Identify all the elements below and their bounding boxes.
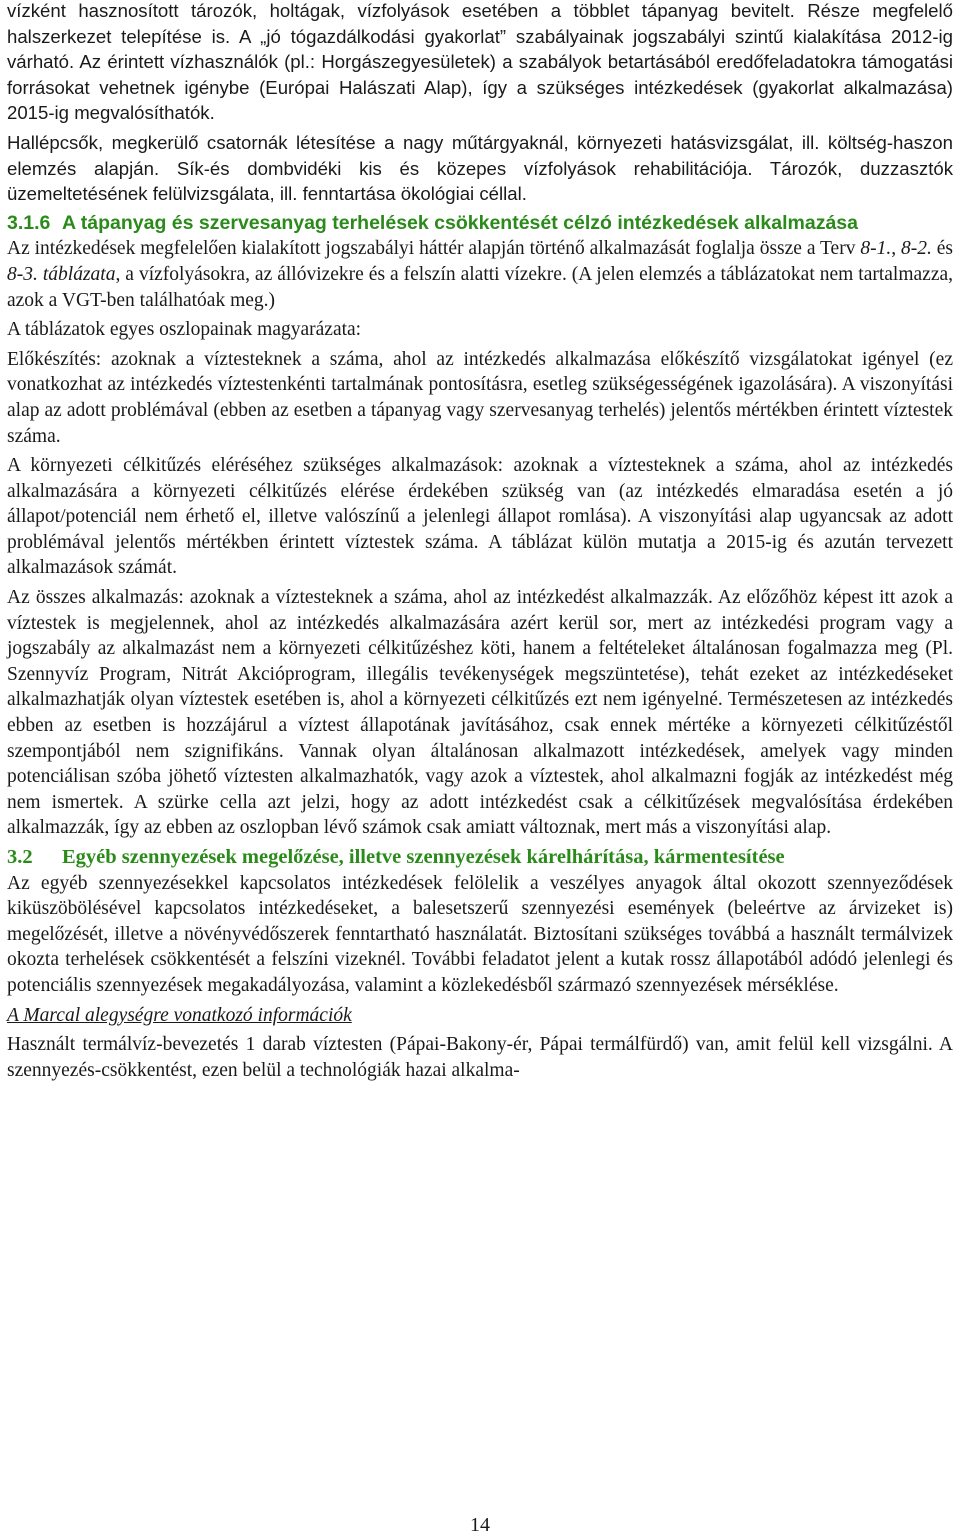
section-heading-3-2	[7, 845, 953, 871]
table-word: táblázata	[42, 263, 116, 285]
text-run: , a vízfolyásokra, az állóvizekre és a felszín alatti vízekre. (A jelen elemzés a táblázatokat nem tartalmazza, azok a VGT-ben találhatóak meg.)	[7, 263, 954, 311]
paragraph-environmental-objective: A környezeti célkitűzés eléréséhez szükséges alkalmazások: azoknak a víztesteknek a száma, ahol az intézkedés alkalmazására a környezeti célkitűzés elérése érdekében szükség van (az intézkedés elmaradása esetén a jó állapot/potenciál nem érhető el, illetve valószínű a jelenlegi állapot romlása). A viszonyítási alap ugyancsak az adott problémával jelentős mértékben érintett víztestek száma. A táblázat külön mutatja a 2015-ig és azután tervezett alkalmazások számát.	[7, 455, 953, 579]
paragraph-fishpond-practice: vízként hasznosított tározók, holtágak, vízfolyások esetében a többlet tápanyag bevitelt. Része megfelelő halszerkezet telepítése is. A „jó tógazdálkodási gyakorlat” szabályainak jogszabályi szintű kialakítása 2012-ig várható. Az érintett vízhasználók (pl.: Horgászegyesületek) a szabályok betartásából eredőfeladatokra támogatási forrásokat vehetnek igénybe (Európai Halászati Alap), így a szükséges intézkedések (gyakorlat alkalmazása) 2015-ig megvalósíthatók.	[7, 0, 953, 124]
text-run: és	[931, 238, 954, 260]
document-page	[7, 0, 953, 1083]
subheading-marcal	[7, 1003, 953, 1029]
table-ref-8-1: 8-1.	[860, 238, 892, 260]
section-title: A tápanyag és szervesanyag terhelések csökkentését célzó intézkedések alkalmazása	[62, 211, 858, 234]
paragraph-other-pollution: Az egyéb szennyezésekkel kapcsolatos intézkedések felölelik a veszélyes anyagok által okozott szennyeződések kiküszöbölésével kapcsolatos intézkedéseket, a balesetszerű szennyezési események (beleértve az árvizeket is) megelőzését, illetve a növényvédőszerek fenntartható használatát. Biztosítani szükséges továbbá a használt termálvizek okozta terhelések csökkentését a felszíni vizeknél. További feladatot jelent a kutak rossz állapotából adódó jelenlegi és potenciális szennyezések megakadályozása, valamint a közlekedésből származó szennyezések mérséklése.	[7, 872, 953, 996]
paragraph-measures-summary	[7, 236, 953, 313]
section-number: 3.2	[7, 846, 33, 868]
paragraph-fish-ladders: Hallépcsők, megkerülő csatornák létesítése a nagy műtárgyaknál, környezeti hatásvizsgálat, ill. költség-haszon elemzés alapján. Sík-és dombvidéki kis és közepes vízfolyások rehabilitációja. Tározók, duzzasztók üzemeltetésének felülvizsgálata, ill. fenntartása ökológiai céllal.	[7, 131, 953, 205]
section-heading-3-1-6	[7, 211, 953, 237]
table-ref-8-2: 8-2.	[901, 238, 932, 260]
subheading-text: A Marcal alegységre vonatkozó információk	[7, 1004, 352, 1026]
section-number: 3.1.6	[7, 211, 51, 234]
paragraph-column-explanation: A táblázatok egyes oszlopainak magyarázata:	[7, 319, 362, 341]
text-run: ,	[891, 238, 901, 260]
paragraph-all-applications: Az összes alkalmazás: azoknak a víztesteknek a száma, ahol az intézkedést alkalmazzák. Az előzőhöz képest itt azok a víztestek is megjelennek, ahol az intézkedés alkalmazására azért kerül sor, mert az intézkedési program vagy a jogszabály az alkalmazást nem a környezeti célkitűzéshez köti, hanem a feltételeket általánosan fogalmazza meg (Pl. Szennyvíz Program, Nitrát Akcióprogram, illegális tevékenységek megszüntetése), tehát ezeket az intézkedéseket alkalmazhatják olyan víztestek esetében is, ahol a környezeti célkitűzés ezt nem igényelné. Természetesen az intézkedés ebben az esetben is hozzájárul a víztest állapotának javításához, csak ennek mértéke a környezeti célkitűzéstől szempontjából nem szignifikáns. Vannak olyan általánosan alkalmazott intézkedések, amelyek vagy minden potenciálisan szóba jöhető víztesten alkalmazhatók, vagy azok a víztestek, ahol alkalmazni fogják az intézkedést még nem ismertek. A szürke cella azt jelzi, hogy az adott intézkedést csak a célkitűzések megvalósítása érdekében alkalmazzák, így az ebben az oszlopban lévő számok csak amiatt változnak, mert más a viszonyítási alap.	[7, 587, 953, 839]
text-run: Az intézkedések megfelelően kialakított jogszabályi háttér alapján történő alkalmazását foglalja össze a Terv	[7, 238, 861, 260]
section-title: Egyéb szennyezések megelőzése, illetve szennyezések kárelhárítása, kármentesítése	[62, 846, 785, 868]
page-number: 14	[470, 1514, 490, 1536]
table-ref-8-3: 8-3.	[7, 263, 38, 285]
paragraph-preparation: Előkészítés: azoknak a víztesteknek a száma, ahol az intézkedés alkalmazása előkészítő vizsgálatokat igényel (ez vonatkozhat az intézkedés víztestenkénti tartalmának pontosításra, esetleg szükségességének igazolására). A viszonyítási alap az adott problémával (ebben az esetben a tápanyag vagy szervesanyag terhelés) jelentős mértékben érintett víztestek száma.	[7, 348, 953, 447]
paragraph-marcal: Használt termálvíz-bevezetés 1 darab víztesten (Pápai-Bakony-ér, Pápai termálfürdő) van, amit felül kell vizsgálni. A szennyezés-csökkentést, ezen belül a technológiák hazai alkalma-	[7, 1034, 953, 1081]
